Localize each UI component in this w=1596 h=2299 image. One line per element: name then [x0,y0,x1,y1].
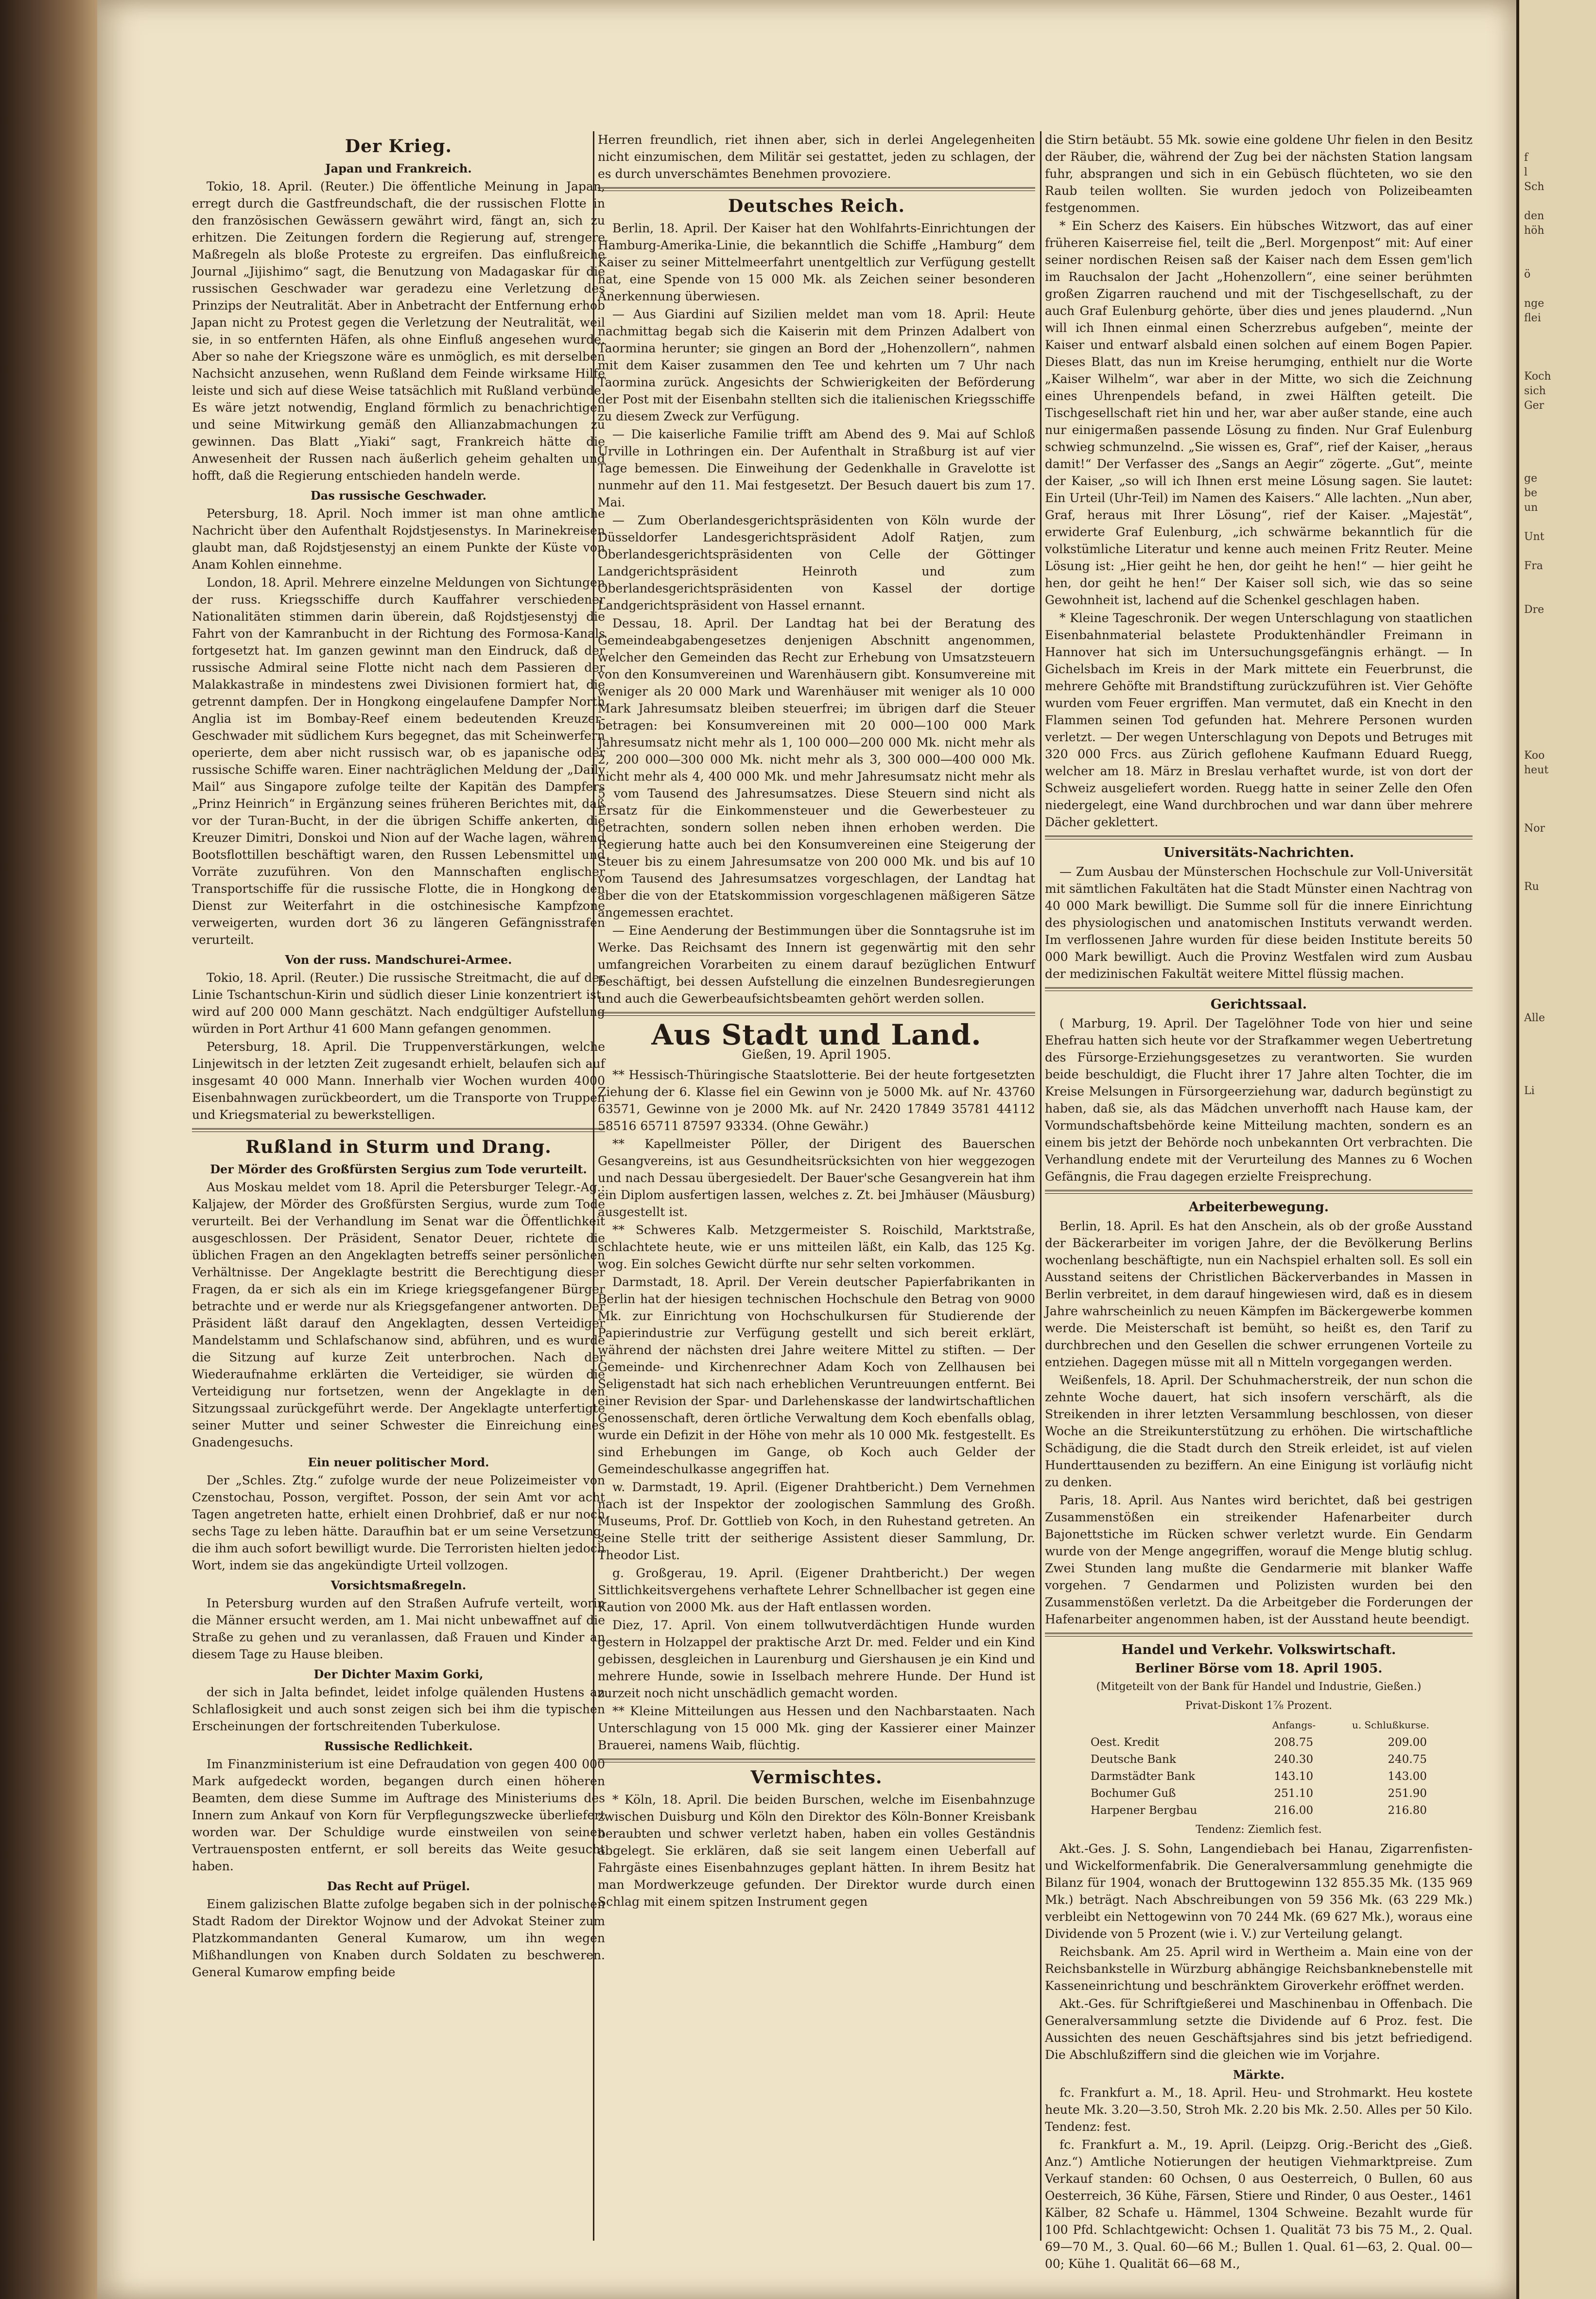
adjacent-page-edge [1516,0,1596,2299]
adjacent-page-fragment [1519,122,1596,136]
adjacent-page-fragment [1519,836,1596,851]
section-title-krieg: Der Krieg. [345,136,452,157]
article-paragraph: Reichsbank. Am 25. April wird in Wertheim a. Main eine von der Reichsbankstelle in Würzburg abhängige Reichsbanknebenstelle mit Kasseneinrichtung und beschränktem Giroverkehr eröffnet werden. [1045,1945,1473,1993]
adjacent-page-fragment: Nor [1524,822,1545,835]
adjacent-page-fragment: den [1524,210,1544,222]
subheading: Der Mörder des Großfürsten Sergius zum Tode verurteilt. [210,1162,587,1176]
adjacent-page-fragment [1519,719,1596,734]
stock-name: Bochumer Guß [1091,1787,1176,1800]
adjacent-page-fragment [1519,690,1596,705]
adjacent-page-fragment: Li [1524,1085,1535,1097]
adjacent-page-fragment: Unt [1524,531,1544,543]
adjacent-page-fragment [1519,996,1596,1011]
section-title-reich: Deutsches Reich. [728,196,905,216]
opening-price: 240.30 [1274,1753,1314,1766]
adjacent-page-fragment [1519,676,1596,690]
adjacent-page-fragment [1519,1026,1596,1040]
stock-name: Harpener Bergbau [1091,1804,1197,1817]
article-paragraph: Akt.-Ges. J. S. Sohn, Langendiebach bei Hanau, Zigarrenfisten- und Wickelformenfabrik. Die Generalversammlung genehmigte die Bilanz für 1904, wonach der Bruttogewinn 132 855.35 Mk. (135 969 Mk.) beträgt. Nach Abschreibungen von 59 356 Mk. (63 229 Mk.) verbleibt ein Nettogewinn von 70 244 Mk. (69 627 Mk.), woraus eine Dividende von 5 Prozent (wie i. V.) zur Verteilung gelangt. [1045,1842,1473,1941]
adjacent-page-fragment [1519,894,1596,909]
adjacent-page-fragment: Koo [1524,749,1545,762]
column-rule [1040,131,1041,2241]
subheading: Von der russ. Mandschurei-Armee. [285,953,512,967]
article-paragraph: Petersburg, 18. April. Noch immer ist man ohne amtliche Nachricht über den Aufenthalt Rojdstjesenstys. In Marinekreisen glaubt man, daß Rojdstjesenstyj an einem Punkte der Küste von Anam Kohlen einnehme. [192,506,605,572]
article-paragraph: Tokio, 18. April. (Reuter.) Die russische Streitmacht, die auf der Linie Tschantschun-Kirin und südlich dieser Linie konzentriert ist, wird auf 200 000 Mann geschätzt. Nach endgültiger Aufstellung würden in Port Arthur 41 600 Mann gefangen genommen. [192,971,605,1036]
adjacent-page-fragment [1519,967,1596,982]
section-title-handel: Handel und Verkehr. Volkswirtschaft. [1121,1642,1396,1657]
subheading: Vorsichtsmaßregeln. [330,1578,467,1592]
opening-price: 216.00 [1274,1804,1314,1817]
adjacent-page-fragment [1519,982,1596,996]
article-paragraph: Tokio, 18. April. (Reuter.) Die öffentliche Meinung in Japan, erregt durch die Gastfreundschaft, die der russischen Flotte in den französischen Gewässern gewährt wird, fängt an, sich zu erhitzen. Die Zeitungen fordern die Regierung auf, strengere Maßregeln als bloße Proteste zu ergreifen. Das einflußreiche Journal „Jijishimo“ sagt, die Benutzung von Madagaskar für die russischen Geschwader war geradezu eine Verletzung des Prinzips der Neutralität. Aber in Anbetracht der Entfernung erhob Japan nicht zu Protest gegen die Verletzung der Neutralität, weil sie, in so entfernten Häfen, als ohne Einfluß angesehen wurde. Aber so nahe der Kriegszone wäre es unmöglich, es mit derselben Nachsicht anzusehen, wenn Rußland dem Feinde wirksame Hilfe leiste und sich auf diese Weise tatsächlich mit Rußland verbünde. Es wäre jetzt notwendig, England förmlich zu benachrichtigen und seine Mitwirkung gemäß den Allianzabmachungen zu gewinnen. Das Blatt „Yiaki“ sagt, Frankreich hätte die Anwesenheit der Russen nach äußerlich geheim gehalten und hofft, daß die Regierung entschieden handeln werde. [192,179,605,483]
adjacent-page-fragment [1519,792,1596,807]
article-paragraph: Berlin, 18. April. Es hat den Anschein, als ob der große Ausstand der Bäckerarbeiter im vorigen Jahre, der die Bevölkerung Berlins wochenlang beschäftigte, nun ein Nachspiel erhalten soll. Es soll ein Ausstand seitens der Christlichen Bäckerverbandes in Massen in Berlin verbreitet, in dem darauf hingewiesen wird, daß es in diesem Jahre wahrscheinlich zu neuen Kämpfen im Bäckergewerbe kommen werde. Die Meisterschaft ist bemüht, so heißt es, den Tarif zu durchbrechen und den Gesellen die schwer errungenen Vorteile zu entziehen. Dagegen müsse mit all n Mitteln vorgegangen werden. [1045,1219,1473,1369]
column-2 [598,131,1035,2246]
adjacent-page-fragment [1519,646,1596,661]
adjacent-page-fragment [1519,865,1596,880]
article-paragraph: ( Marburg, 19. April. Der Tagelöhner Tode von hier und seine Ehefrau hatten sich heute vor der Strafkammer wegen Uebertretung des Fürsorge-Erziehungsgesetzes zu verantworten. Sie wurden beide beschuldigt, die Flucht ihrer 17 Jahre alten Tochter, die im Kreise Melsungen in Fürsorgeerziehung war, dadurch begünstigt zu haben, daß sie, als das Mädchen unverhofft nach Hause kam, der Vormundschaftsbehörde keine Mitteilung machten, sondern es an einem bis jetzt der Behörde noch unbekannten Ort verbrachten. Die Verhandlung endete mit der Verurteilung des Mannes zu 6 Wochen Gefängnis, die Frau dagegen erzielte Freisprechung. [1045,1016,1473,1184]
section-divider [1045,987,1473,991]
adjacent-page-fragment [1519,574,1596,588]
section-title-vermischtes: Vermischtes. [750,1767,883,1788]
adjacent-page-fragment [1519,253,1596,267]
adjacent-page-fragment: heut [1524,764,1549,776]
adjacent-page-text [1519,0,1596,1098]
adjacent-page-fragment [1519,194,1596,209]
adjacent-page-fragment: Koch [1524,370,1551,383]
adjacent-page-fragment [1519,136,1596,151]
adjacent-page-fragment [1519,544,1596,559]
article-paragraph: fc. Frankfurt a. M., 18. April. Heu- und Strohmarkt. Heu kostete heute Mk. 3.20—3.50, Stroh Mk. 2.20 bis Mk. 2.50. Alles per 50 Kilo. Tendenz: fest. [1045,2086,1473,2134]
adjacent-page-fragment: höh [1524,225,1544,237]
adjacent-page-fragment [1519,515,1596,530]
adjacent-page-fragment: ö [1524,268,1531,280]
adjacent-page-fragment: sich [1524,385,1546,397]
article-paragraph: g. Großgerau, 19. April. (Eigener Drahtbericht.) Der wegen Sittlichkeitsvergehens verhaftete Lehrer Schnellbacher ist gegen eine Kaution von 2000 Mk. aus der Haft entlassen worden. [598,1566,1035,1614]
article-paragraph: * Ein Scherz des Kaisers. Ein hübsches Witzwort, das auf einer früheren Kaiserreise fiel, teilt die „Berl. Morgenpost“ mit: Auf einer seiner nordischen Reisen saß der Kaiser nach dem Essen gem'lich im Rauchsalon der Jacht „Hohenzollern“, eine seiner berühmten großen Zigarren rauchend und mit der Tischgesellschaft, zu der auch Graf Eulenburg gehörte, über dies und jenes plaudernd. „Nun will ich Ihnen einmal einen Scherzrebus aufgeben“, meinte der Kaiser und entwarf alsbald einen solchen auf einem Bogen Papier. Dieses Blatt, das nun im Kreise herumging, enthielt nur die Worte „Kaiser Wilhelm“, war aber in der Mitte, wo sich die Zeichnung eines Uhrenpendels befand, in zwei Hälften geteilt. Die Tischgesellschaft riet hin und her, war aber außer stande, eine auch nur einigermaßen passende Lösung zu finden. Nur Graf Eulenburg schwieg schmunzelnd. „Sie wissen es, Graf“, rief der Kaiser, „heraus damit!“ Der Verfasser des „Sangs an Aegir“ zögerte. „Gut“, meinte der Kaiser, „so will ich Ihnen erst meine Lösung sagen. Sie lautet: Ein Urteil (Uhr-Teil) im Namen des Kaisers.“ Alle lachten. „Nun aber, Graf, heraus mit Ihrer Lösung“, rief der Kaiser. „Majestät“, erwiderte Graf Eulenburg, „ich schwärme bekanntlich für die volkstümliche Literatur und kenne auch meinen Fritz Reuter. Meine Lösung ist: „Hier geiht he hen, dor geiht he hen!“ — hier geiht he hen, dor geiht he hen!“ Der Kaiser soll sich, wie das so seine Gewohnheit ist, lachend auf die Schenkel geschlagen haben. [1045,219,1473,607]
article-paragraph: ** Kleine Mitteilungen aus Hessen und den Nachbarstaaten. Nach Unterschlagung von 15 000 Mk. ging der Kassierer einer Mainzer Brauerei, namens Waib, flüchtig. [598,1704,1035,1752]
table-row [1088,1751,1430,1768]
article-paragraph: Aus Moskau meldet vom 18. April die Petersburger Telegr.-Ag.: Kaljajew, der Mörder des Großfürsten Sergius, wurde zum Tode verurteilt. Bei der Verhandlung im Senat war die Öffentlichkeit ausgeschlossen. Der Präsident, Senator Deuer, richtete die üblichen Fragen an den Angeklagten betreffs seiner persönlichen Verhältnisse. Der Angeklagte bestritt die Berechtigung dieser Fragen, da er sich als ein im Kriege kriegsgefangener Bürger betrachte und er werde nur als Kriegsgefangener antworten. Der Präsident läßt darauf den Angeklagten, dessen Verteidiger Mandelstamm und Schlafschanow sind, abführen, und es wurde die Sitzung auf kurze Zeit unterbrochen. Nach der Wiederaufnahme erklärten die Verteidiger, sie würden die Verteidigung nur fortsetzen, wenn der Angeklagte in den Sitzungssaal zurückgeführt werde. Der Angeklagte unterfertigte seiner Mutter und seiner Schwester die Einreichung eines Gnadengesuchs. [192,1180,605,1449]
stock-name: Oest. Kredit [1091,1736,1160,1749]
subheading: Russische Redlichkeit. [324,1739,473,1753]
section-divider [192,1128,605,1132]
closing-price: 216.80 [1388,1804,1427,1817]
dateline: Gießen, 19. April 1905. [742,1047,891,1062]
adjacent-page-fragment [1519,851,1596,865]
adjacent-page-fragment [1519,1069,1596,1084]
section-divider [1045,1633,1473,1637]
subheading: Ein neuer politischer Mord. [308,1455,489,1469]
article-paragraph: ** Schweres Kalb. Metzgermeister S. Roischild, Marktstraße, schlachtete heute, wie er uns mitteilen läßt, ein Kalb, das 125 Kg. wog. Ein solches Gewicht dürfte nur sehr selten vorkommen. [598,1223,1035,1271]
adjacent-page-fragment [1519,938,1596,953]
section-title-universitaet: Universitäts-Nachrichten. [1163,845,1354,860]
article-paragraph: fc. Frankfurt a. M., 19. April. (Leipzg. Orig.-Bericht des „Gieß. Anz.“) Amtliche Notierungen der heutigen Viehmarktpreise. Zum Verkauf standen: 60 Ochsen, 0 aus Oesterreich, 0 Bullen, 60 aus Oesterreich, 36 Kühe, Färsen, Stiere und Rinder, 0 aus Oester., 1461 Kälber, 82 Schafe u. Hämmel, 1304 Schweine. Bezahlt wurde für 100 Pfd. Schlachtgewicht: Ochsen 1. Qualität 73 bis 75 M., 2. Qual. 69—70 M., 3. Qual. 60—66 M.; Bullen 1. Qual. 61—63, 2. Qual. 00—00; Kühe 1. Qualität 66—68 M., [1045,2138,1473,2271]
adjacent-page-fragment [1519,282,1596,296]
adjacent-page-fragment [1519,661,1596,676]
table-row [1088,1734,1430,1751]
adjacent-page-fragment [1519,923,1596,938]
section-divider [598,1012,1035,1016]
article-paragraph: Paris, 18. April. Aus Nantes wird berichtet, daß bei gestrigen Zusammenstößen ein streikender Hafenarbeiter durch Bajonettstiche im Rücken schwer verletzt wurde. Ein Gendarm wurde von der Menge angegriffen, worauf die Menge blutig schlug. Zwei Stunden lang mußte die Gendarmerie mit blanker Waffe vorgehen. 7 Gendarmen und Polizisten wurden bei den Zusammenstößen verletzt. Da die Arbeitgeber die Forderungen der Hafenarbeiter angenommen haben, ist der Ausstand heute beendigt. [1045,1493,1473,1626]
adjacent-page-fragment: Sch [1524,181,1544,193]
article-paragraph: * Köln, 18. April. Die beiden Burschen, welche im Eisenbahnzuge zwischen Duisburg und Köln den Direktor des Köln-Bonner Kreisbank beraubten und schwer verletzt haben, haben ein volles Geständnis abgelegt. Sie erklären, daß sie seit langem einen Ueberfall auf Fahrgäste eines Eisenbahnzuges geplant hätten. In ihrem Besitz hat man Mordwerkzeuge gefunden. Der Direktor wurde durch einen Schlag mit einem spitzen Instrument gegen [598,1793,1035,1909]
opening-price: 251.10 [1274,1787,1314,1800]
column-1 [192,131,605,2246]
section-title-stadt: Aus Stadt und Land. [651,1018,982,1051]
article-paragraph: In Petersburg wurden auf den Straßen Aufrufe verteilt, worin die Männer ersucht werden, am 1. Mai nicht unbewaffnet auf die Straße zu gehen und zu veranlassen, daß Frauen und Kinder an diesem Tage zu Hause bleiben. [192,1596,605,1661]
stock-name: Darmstädter Bank [1091,1770,1195,1783]
adjacent-page-fragment: Ger [1524,400,1544,412]
adjacent-page-fragment [1519,1055,1596,1069]
subheading: Märkte. [1232,2068,1285,2082]
adjacent-page-fragment: nge [1524,297,1544,310]
article-paragraph: Darmstadt, 18. April. Der Verein deutscher Papierfabrikanten in Berlin hat der hiesigen technischen Hochschule den Betrag von 9000 Mk. zur Einrichtung von Hochschulkursen für Studierende der Papierindustrie zur Verfügung gestellt und sich bereit erklärt, während der nächsten drei Jahre weitere Mittel zu stiften. — Der Gemeinde- und Kirchenrechner Adam Koch von Zellhausen bei Seligenstadt hat sich nach erheblichen Veruntreuungen entfernt. Bei einer Revision der Spar- und Darlehenskasse der landwirtschaftlichen Genossenschaft, deren örtliche Verwaltung dem Koch ebenfalls oblag, wurde ein Defizit in der Höhe von mehr als 10 000 Mk. festgestellt. Es sind Erhebungen im Gange, ob Koch auch Gelder der Gemeindeschulkasse angegriffen hat. [598,1275,1035,1476]
article-paragraph: — Zum Oberlandesgerichtspräsidenten von Köln wurde der Düsseldorfer Landesgerichtspräsident Adolf Ratjen, zum Oberlandesgerichtspräsidenten von Celle der Göttinger Landgerichtspräsident Heinroth und zum Oberlandesgerichtspräsidenten von Kassel der dortige Landgerichtspräsident von Hassel ernannt. [598,513,1035,612]
adjacent-page-fragment: Dre [1524,604,1544,616]
adjacent-page-fragment [1519,326,1596,340]
column-3 [1045,131,1473,2271]
subheading: Das russische Geschwader. [310,488,487,503]
article-paragraph: Einem galizischen Blatte zufolge begaben sich in der polnischen Stadt Radom der Direktor Wojnow und der Advokat Steiner zum Platzkommandanten General Kumarow, um ihn wegen Mißhandlungen von Knaben durch Soldaten zu beschweren. General Kumarow empfing beide [192,1897,605,1979]
stock-table [1088,1716,1430,1819]
section-title-gericht: Gerichtssaal. [1210,997,1307,1012]
adjacent-page-fragment [1519,807,1596,821]
article-paragraph: ** Hessisch-Thüringische Staatslotterie. Bei der heute fortgesetzten Ziehung der 6. Klasse fiel ein Gewinn von je 5000 Mk. auf Nr. 43760 63571, Gewinne von je 2000 Mk. auf Nr. 2420 17849 35781 44112 58516 65711 87597 93334. (Ohne Gewähr.) [598,1068,1035,1133]
article-paragraph: Im Finanzministerium ist eine Defraudation von gegen 400 000 Mark aufgedeckt worden, begangen durch einen höheren Beamten, dem diese Summe im Auftrage des Ministeriums des Innern zum Ankauf von Korn für Verpflegungszwecke überliefert worden war. Der Schuldige wurde einstweilen von seinen Vertrauensposten entfernt, er soll bereits das Weite gesucht haben. [192,1757,605,1873]
article-paragraph: die Stirn betäubt. 55 Mk. sowie eine goldene Uhr fielen in den Besitz der Räuber, die, während der Zug bei der nächsten Station langsam fuhr, absprangen und sich in ein Gebüsch flüchteten, wo sie den Raub teilen wollten. Sie wurden jedoch von Polizeibeamten festgenommen. [1045,133,1473,215]
adjacent-page-fragment [1519,734,1596,749]
adjacent-page-fragment [1519,442,1596,457]
article-paragraph: — Zum Ausbau der Münsterschen Hochschule zur Voll-Universität mit sämtlichen Fakultäten hat die Stadt Münster einen Nachtrag von 40 000 Mark bewilligt. Die Summe soll für die innere Einrichtung des physiologischen und anatomischen Instituts verwandt werden. Im verflossenen Jahre wurden für diese beiden Institute bereits 50 000 Mark bewilligt. Auch die Provinz Westfalen wird zum Ausbau der medizinischen Fakultät weitere Mittel flüssig machen. [1045,865,1473,981]
subheading: Japan und Frankreich. [325,161,472,175]
adjacent-page-fragment [1519,355,1596,369]
adjacent-page-fragment: f [1524,152,1528,164]
adjacent-page-fragment [1519,953,1596,967]
adjacent-page-fragment [1519,413,1596,428]
adjacent-page-fragment [1519,340,1596,355]
adjacent-page-fragment [1519,778,1596,792]
article-paragraph: * Kleine Tageschronik. Der wegen Unterschlagung von staatlichen Eisenbahnmaterial belastete Produktenhändler Freimann in Hannover hat sich im Untersuchungsgefängnis erhängt. — In Gichelsbach im Kreis in der Mark mittete ein Feuerbrunst, die mehrere Gehöfte mit Brandstiftung zurückzuführen ist. Vier Gehöfte wurden vom Feuer ergriffen. Man vermutet, daß ein Knecht in den Flammen seinen Tod gefunden hat. Mehrere Personen wurden verletzt. — Der wegen Unterschlagung von Depots und Betruges mit 320 000 Frcs. aus Zürich geflohene Kaufmann Eduard Ruegg, welcher am 18. März in Breslau verhaftet wurde, ist von dort der Schweiz ausgeliefert worden. Ruegg hatte in seiner Zelle den Ofen niedergelegt, eine Wand durchbrochen und war dann über mehrere Dächer geklettert. [1045,611,1473,829]
table-row [1088,1802,1430,1819]
stock-name: Deutsche Bank [1091,1753,1176,1766]
article-paragraph: der sich in Jalta befindet, leidet infolge quälenden Hustens an Schlaflosigkeit und auch sonst zeigen sich bei ihm die typischen Erscheinungen der fortschreitenden Tuberkulose. [192,1685,605,1733]
section-divider [1045,836,1473,839]
section-divider [598,1759,1035,1762]
article-paragraph: — Die kaiserliche Familie trifft am Abend des 9. Mai auf Schloß Urville in Lothringen ein. Der Aufenthalt in Straßburg ist auf vier Tage bemessen. Die Einweihung der Gedenkhalle in Gravelotte ist nunmehr auf den 11. Mai festgesetzt. Der Besuch dauert bis zum 17. Mai. [598,427,1035,509]
subheading: Der Dichter Maxim Gorki, [313,1667,484,1681]
column-header: u. Schlußkurse. [1352,1719,1429,1731]
adjacent-page-fragment [1519,909,1596,923]
article-paragraph: — Eine Aenderung der Bestimmungen über die Sonntagsruhe ist im Werke. Das Reichsamt des Innern ist gegenwärtig mit den sehr umfangreichen Vorarbeiten zu einem darauf bezüglichen Entwurf beschäftigt, bei dessen Aufstellung die einzelnen Bundesregierungen und auch die Gewerbeaufsichtsbeamten gehört werden sollen. [598,923,1035,1006]
article-paragraph: Herren freundlich, riet ihnen aber, sich in derlei Angelegenheiten nicht einzumischen, dem Militär sei gestattet, jeden zu schlagen, der es durch unverschämtes Benehmen provoziere. [598,133,1035,181]
section-title-arbeit: Arbeiterbewegung. [1188,1200,1329,1215]
opening-price: 208.75 [1274,1736,1314,1749]
article-paragraph: Berlin, 18. April. Der Kaiser hat den Wohlfahrts-Einrichtungen der Hamburg-Amerika-Linie, die bekanntlich die Schiffe „Hamburg“ dem Kaiser zu seiner Mittelmeerfahrt unentgeltlich zur Verfügung gestellt hat, eine Spende von 15 000 Mk. als Zeichen seiner besonderen Anerkennung überwiesen. [598,221,1035,303]
adjacent-page-fragment [1519,588,1596,603]
article-paragraph: Petersburg, 18. April. Die Truppenverstärkungen, welche Linjewitsch in der letzten Zeit zugesandt erhielt, belaufen sich auf insgesamt 40 000 Mann. Innerhalb vier Wochen wurden 4000 Eisenbahnwagen zurückbeordert, um die Transporte von Truppen und Kriegsmaterial zu bewerkstelligen. [192,1040,605,1122]
table-row [1088,1785,1430,1802]
adjacent-page-fragment: Fra [1524,560,1543,572]
closing-price: 143.00 [1388,1770,1427,1783]
adjacent-page-fragment: l [1524,166,1528,178]
adjacent-page-fragment [1519,428,1596,442]
article-paragraph: ** Kapellmeister Pöller, der Dirigent des Bauerschen Gesangvereins, ist aus Gesundheitsrücksichten von hier weggezogen und nach Dessau übergesiedelt. Der Bauer'sche Gesangverein hat ihm ein Diplom ausfertigen lassen, welches z. Zt. bei Jmhäuser (Mäusburg) ausgestellt ist. [598,1137,1035,1219]
opening-price: 143.10 [1274,1770,1314,1783]
article-paragraph: London, 18. April. Mehrere einzelne Meldungen von Sichtungen der russ. Kriegsschiffe durch Kauffahrer verschiedener Nationalitäten stimmen darin überein, daß Rojdstjesenstyj die Fahrt von der Kamranbucht in der Richtung des Formosa-Kanals fortgesetzt hat. Im ganzen gewinnt man den Eindruck, daß der russische Admiral seine Flotte nicht nach dem Passieren der Malakkastraße in mindestens zwei Divisionen formiert hat, die getrennt dampfen. Der in Hongkong eingelaufene Dampfer North Anglia ist im Bombay-Reef einem bedeutenden Kreuzer-Geschwader mit südlichem Kurs begegnet, das mit Scheinwerfern operierte, dem aber nicht russisch war, ob es japanische oder russische Schiffe waren. Einer nachträglichen Meldung der „Daily Mail“ aus Singapore zufolge teilte der Kapitän des Dampfers „Prinz Heinrich“ in Ergänzung seines früheren Berichtes mit, daß vor der Turan-Bucht, in der die übrigen Schiffe ankerten, die Kreuzer Dimitri, Donskoi und Nion auf der Wache lagen, während Bootsflottillen beschäftigt waren, den Russen Lebensmittel und Vorräte zuzuführen. Von den Mannschaften englischer Transportschiffe für die russische Flotte, die in Hongkong den Dienst zur Weiterfahrt in die ostchinesische Kampfzone verweigerten, wurden dort 36 zu längeren Gefängnisstrafen verurteilt. [192,575,605,947]
adjacent-page-fragment [1519,457,1596,471]
bourse-title: Berliner Börse vom 18. April 1905. [1135,1661,1383,1676]
article-paragraph: — Aus Giardini auf Sizilien meldet man vom 18. April: Heute nachmittag begab sich die Kaiserin mit dem Prinzen Adalbert von Taormina herunter; sie gingen an Bord der „Hohenzollern“, nahmen mit dem Kaiser zusammen den Tee und kehrten um 7 Uhr nach Taormina zurück. Angesichts der Schwierigkeiten der Beförderung der Post mit der Eisenbahn stellten sich die italienischen Kriegsschiffe zu diesem Zweck zur Verfügung. [598,307,1035,423]
adjacent-page-fragment: Alle [1524,1012,1545,1024]
table-row [1088,1768,1430,1785]
adjacent-page-fragment: flei [1524,312,1541,324]
adjacent-page-fragment: ge [1524,472,1538,485]
section-title-russland: Rußland in Sturm und Drang. [245,1137,552,1157]
bourse-source: (Mitgeteilt von der Bank für Handel und Industrie, Gießen.) [1096,1681,1422,1693]
closing-price: 240.75 [1388,1753,1427,1766]
adjacent-page-fragment: Ru [1524,881,1539,893]
adjacent-page-fragment [1519,1040,1596,1055]
adjacent-page-fragment [1519,617,1596,632]
adjacent-page-fragment: be [1524,487,1538,499]
section-divider [598,187,1035,191]
adjacent-page-fragment [1519,632,1596,646]
closing-price: 209.00 [1388,1736,1427,1749]
discount-rate: Privat-Diskont 1⁷⁄₈ Prozent. [1185,1700,1333,1712]
article-paragraph: Akt.-Ges. für Schriftgießerei und Maschinenbau in Offenbach. Die Generalversammlung setzte die Dividende auf 6 Proz. fest. Die Aussichten des neuen Geschäftsjahres sind bis jetzt befriedigend. Die Abschlußziffern sind die gleichen wie im Vorjahre. [1045,1997,1473,2062]
article-paragraph: Dessau, 18. April. Der Landtag hat bei der Beratung des Gemeindeabgabengesetzes denjenigen Abschnitt angenommen, welcher den Gemeinden das Recht zur Erhebung von Umsatzsteuern von den Konsumvereinen und Warenhäusern gibt. Konsumvereine mit weniger als 20 000 Mark und Warenhäuser mit weniger als 10 000 Mark Jahresumsatz bleiben steuerfrei; im übrigen darf die Steuer betragen: bei Konsumvereinen mit 20 000—100 000 Mark Jahresumsatz nicht mehr als 1, 100 000—200 000 Mk. nicht mehr als 2, 200 000—300 000 Mk. nicht mehr als 3, 300 000—400 000 Mk. nicht mehr als 4, 400 000 Mk. und mehr Jahresumsatz nicht mehr als 5 vom Tausend des Jahresumsatzes. Diese Steuern sind nicht als Ersatz für die Einkommensteuer und die Gewerbesteuer zu betrachten, sondern sollen neben ihnen erhoben werden. Die Regierung hatte auch bei den Konsumvereinen eine Steigerung der Steuer bis zu einem Jahresumsatze von 200 000 Mk. und bis auf 10 vom Tausend des Jahresumsatzes vorgeschlagen, der Landtag hat aber die von der Etatskommission vorgeschlagenen mäßigeren Sätze angemessen erachtet. [598,616,1035,920]
article-paragraph: Diez, 17. April. Von einem tollwutverdächtigen Hunde wurden gestern in Holzappel der praktische Arzt Dr. med. Felder und ein Kind gebissen, desgleichen in Laurenburg und Giershausen je ein Kind und mehrere Hunde, sowie in Isselbach mehrere Hunde. Der Hund ist zurzeit noch nicht unschädlich gemacht worden. [598,1618,1035,1700]
article-paragraph: Der „Schles. Ztg.“ zufolge wurde der neue Polizeimeister von Czenstochau, Posson, vergiftet. Posson, der sein Amt vor acht Tagen angetreten hatte, erhielt einen Drohbrief, daß er nur noch sechs Tage zu leben hätte. Daraufhin bat er um seine Versetzung, die ihm auch sofort bewilligt wurde. Die Terroristen hielten jedoch Wort, indem sie das angekündigte Urteil vollzogen. [192,1473,605,1572]
book-binding [0,0,97,2299]
article-paragraph: w. Darmstadt, 19. April. (Eigener Drahtbericht.) Dem Vernehmen nach ist der Inspektor der zoologischen Sammlung des Großh. Museums, Prof. Dr. Gottlieb von Koch, in den Ruhestand getreten. An seine Stelle tritt der seitherige Assistent dieser Sammlung, Dr. Theodor List. [598,1480,1035,1562]
adjacent-page-fragment [1519,238,1596,253]
adjacent-page-fragment [1519,705,1596,719]
closing-price: 251.90 [1388,1787,1427,1800]
adjacent-page-fragment: un [1524,502,1538,514]
column-header: Anfangs- [1272,1719,1316,1731]
market-tendency: Tendenz: Ziemlich fest. [1196,1824,1322,1836]
article-paragraph: Weißenfels, 18. April. Der Schuhmacherstreik, der nun schon die zehnte Woche dauert, hat sich insofern verschärft, als die Streikenden in ihrer letzten Versammlung beschlossen, von dieser Woche an die Streikunterstützung zu erhöhen. Die wirtschaftliche Schädigung, die die Stadt durch den Streik erleidet, ist auf vielen Hunderttausenden zu beziffern. An eine Einigung ist vorläufig nicht zu denken. [1045,1373,1473,1489]
section-divider [1045,1190,1473,1194]
subheading: Das Recht auf Prügel. [327,1879,470,1893]
